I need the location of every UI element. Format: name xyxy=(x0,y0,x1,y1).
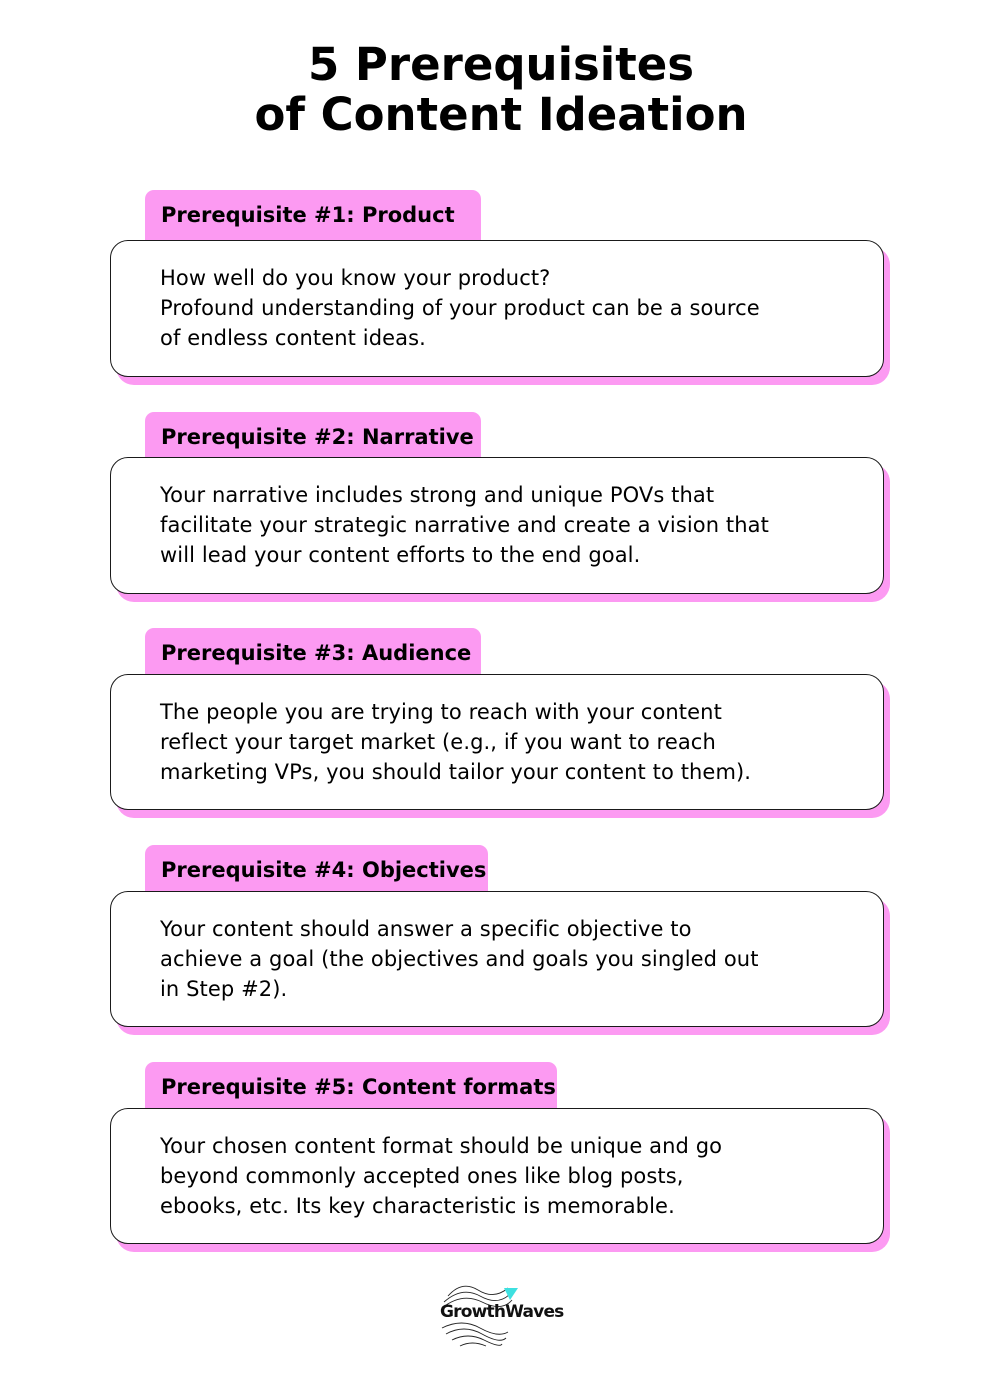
description-line: Your narrative includes strong and unique POVs that xyxy=(160,483,715,507)
prerequisite-description-2 xyxy=(160,480,843,570)
description-line: How well do you know your product? xyxy=(160,266,551,290)
description-line: Your chosen content format should be unique and go xyxy=(160,1134,723,1158)
prerequisite-tab-5: Prerequisite #5: Content formats xyxy=(145,1062,557,1112)
prerequisite-block-4 xyxy=(110,845,890,1035)
prerequisite-description-3 xyxy=(160,697,843,787)
prerequisite-description-5 xyxy=(160,1131,843,1221)
prerequisite-tab-1: Prerequisite #1: Product xyxy=(145,190,481,240)
prerequisite-tab-3: Prerequisite #3: Audience xyxy=(145,628,481,678)
description-line: will lead your content efforts to the end goal. xyxy=(160,543,641,567)
prerequisite-block-1 xyxy=(110,190,890,385)
prerequisite-block-2 xyxy=(110,412,890,602)
title-line-2: of Content Ideation xyxy=(254,88,748,141)
prerequisite-block-3 xyxy=(110,628,890,818)
description-line: reflect your target market (e.g., if you want to reach xyxy=(160,730,716,754)
description-line: achieve a goal (the objectives and goals you singled out xyxy=(160,947,759,971)
description-line: Your content should answer a specific objective to xyxy=(160,917,692,941)
prerequisite-card-1 xyxy=(110,240,884,377)
description-line: in Step #2). xyxy=(160,977,288,1001)
prerequisite-card-5 xyxy=(110,1108,884,1244)
description-line: facilitate your strategic narrative and create a vision that xyxy=(160,513,769,537)
prerequisite-description-1 xyxy=(160,263,843,353)
prerequisite-block-5 xyxy=(110,1062,890,1252)
prerequisite-card-4 xyxy=(110,891,884,1027)
brand-name: GrowthWaves xyxy=(440,1302,564,1322)
prerequisite-tab-2: Prerequisite #2: Narrative xyxy=(145,412,481,462)
description-line: The people you are trying to reach with your content xyxy=(160,700,722,724)
prerequisite-description-4 xyxy=(160,914,843,1004)
description-line: Profound understanding of your product can be a source xyxy=(160,296,760,320)
page-title xyxy=(0,40,1002,140)
title-line-1: 5 Prerequisites xyxy=(307,38,695,91)
description-line: of endless content ideas. xyxy=(160,326,426,350)
growthwaves-logo xyxy=(438,1278,568,1352)
prerequisite-tab-4: Prerequisite #4: Objectives xyxy=(145,845,488,895)
prerequisite-card-3 xyxy=(110,674,884,810)
description-line: beyond commonly accepted ones like blog posts, xyxy=(160,1164,684,1188)
description-line: ebooks, etc. Its key characteristic is memorable. xyxy=(160,1194,675,1218)
description-line: marketing VPs, you should tailor your content to them). xyxy=(160,760,752,784)
triangle-icon xyxy=(504,1288,518,1300)
prerequisite-card-2 xyxy=(110,457,884,594)
